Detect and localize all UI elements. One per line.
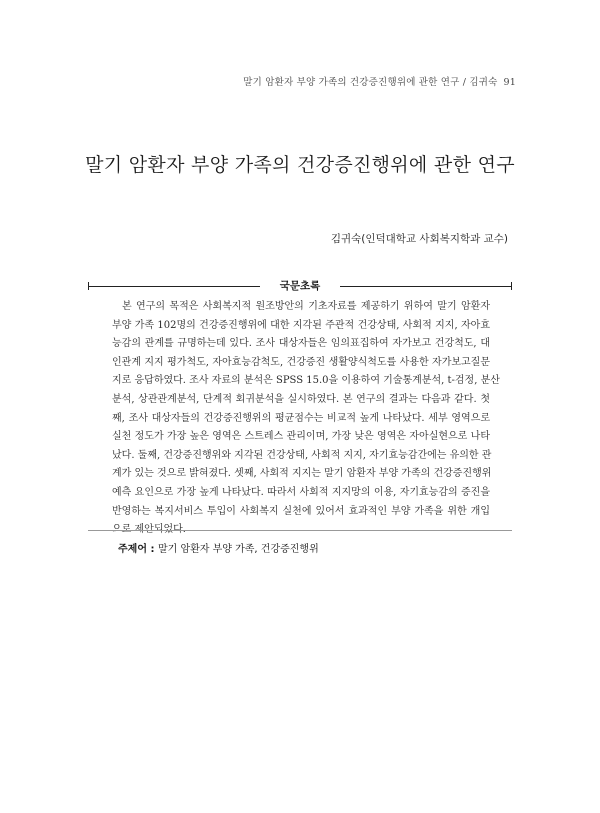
- abstract-line: 반영하는 복지서비스 투입이 사회복지 실천에 있어서 효과적인 부양 가족을 위한 개입: [112, 505, 490, 517]
- page-number: 91: [503, 77, 516, 88]
- abstract-line: 으로 제안되었다.: [112, 524, 186, 536]
- abstract-heading: 국문초록: [279, 280, 321, 292]
- running-header: [243, 74, 516, 88]
- abstract-line: 인관계 지지 평가척도, 자아효능감척도, 건강증진 생활양식척도를 사용한 자가보고질문: [112, 356, 490, 368]
- abstract-rule-right: [340, 286, 512, 287]
- abstract-line: 지로 응답하였다. 조사 자료의 분석은 SPSS 15.0을 이용하여 기술통계분석, t-검정, 분산: [112, 375, 500, 387]
- abstract-line: 계가 있는 것으로 밝혀졌다. 셋째, 사회적 지지는 말기 암환자 부양 가족의 건강증진행위: [112, 468, 492, 480]
- abstract-line: 예측 요인으로 가장 높게 나타났다. 따라서 사회적 지지망의 이용, 자기효능감의 증진을: [112, 486, 490, 498]
- abstract-rule-left: [88, 286, 260, 287]
- abstract-line: 실천 정도가 가장 높은 영역은 스트레스 관리이며, 가장 낮은 영역은 자아실현으로 나타: [112, 431, 490, 443]
- abstract-body: [112, 298, 500, 540]
- abstract-line: 분석, 상관관계분석, 단계적 회귀분석을 실시하였다. 본 연구의 결과는 다음과 같다. 첫: [112, 393, 490, 405]
- running-title: 말기 암환자 부양 가족의 건강증진행위에 관한 연구 / 김귀숙: [243, 77, 498, 88]
- abstract-line: 본 연구의 목적은 사회복지적 원조방안의 기초자료를 제공하기 위하여 말기 암환자: [122, 301, 490, 312]
- abstract-line: 났다. 둘째, 건강증진행위와 지각된 건강상태, 사회적 지지, 자기효능감간에는 유의한 관: [112, 449, 492, 461]
- paper-title: 말기 암환자 부양 가족의 건강증진행위에 관한 연구: [85, 154, 515, 176]
- abstract-bottom-rule: [88, 530, 512, 531]
- abstract-rule-right-tick: [511, 282, 512, 290]
- keywords: [118, 540, 319, 555]
- abstract-line: 부양 가족 102명의 건강증진행위에 대한 지각된 주관적 건강상태, 사회적 지지, 자아효: [112, 319, 490, 331]
- keywords-value: 말기 암환자 부양 가족, 건강증진행위: [157, 544, 319, 555]
- abstract-line: 째, 조사 대상자들의 건강증진행위의 평균점수는 비교적 높게 나타났다. 세부 영역으로: [112, 412, 490, 424]
- author-affiliation: 김귀숙(인덕대학교 사회복지학과 교수): [330, 233, 508, 245]
- keywords-label: 주제어 :: [118, 544, 158, 555]
- abstract-line: 능감의 관계를 규명하는데 있다. 조사 대상자들은 임의표집하여 자가보고 건강척도, 대: [112, 338, 490, 350]
